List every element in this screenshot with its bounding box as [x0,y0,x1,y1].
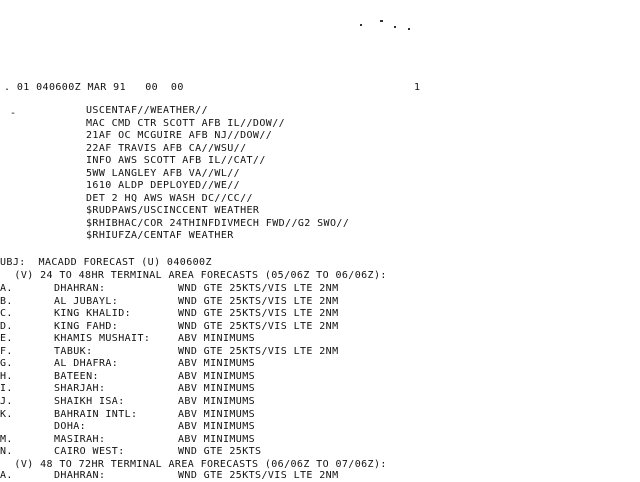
location-name: AL JUBAYL: [54,296,119,307]
section-heading: (V) 48 TO 72HR TERMINAL AREA FORECASTS (06/06Z TO 07/06Z): [8,459,387,470]
row-marker: D. [0,321,13,332]
forecast-value: ABV MINIMUMS [178,421,256,432]
forecast-value: WND GTE 25KTS/VIS LTE 2NM [178,283,339,294]
row-marker: F. [0,346,13,357]
location-name: KHAMIS MUSHAIT: [54,333,151,344]
forecast-value: ABV MINIMUMS [178,409,256,420]
addressee-line: 5WW LANGLEY AFB VA//WL// [86,168,241,179]
addressee-line: INFO AWS SCOTT AFB IL//CAT// [86,155,266,166]
forecast-value: ABV MINIMUMS [178,358,256,369]
location-name: BATEEN: [54,371,99,382]
location-name: TABUK: [54,346,93,357]
location-name: MASIRAH: [54,434,106,445]
forecast-value: ABV MINIMUMS [178,383,256,394]
location-name: SHARJAH: [54,383,106,394]
location-name: DHAHRAN: [54,283,106,294]
forecast-value: WND GTE 25KTS/VIS LTE 2NM [178,308,339,319]
row-marker: A. [0,470,13,481]
row-marker: E. [0,333,13,344]
subject-line: UBJ: MACADD FORECAST (U) 040600Z [0,257,212,268]
forecast-value: ABV MINIMUMS [178,333,256,344]
addressee-line: $RUDPAWS/USCINCCENT WEATHER [86,205,260,216]
dtg-line: . 01 040600Z MAR 91 00 00 [4,82,184,93]
row-marker: K. [0,409,13,420]
location-name: CAIRO WEST: [54,446,125,457]
page-number: 1 [414,82,421,93]
forecast-value: WND GTE 25KTS/VIS LTE 2NM [178,470,339,481]
location-name: BAHRAIN INTL: [54,409,138,420]
location-name: KING KHALID: [54,308,132,319]
addressee-line: $RHIBHAC/COR 24THINFDIVMECH FWD//G2 SWO// [86,218,350,229]
location-name: SHAIKH ISA: [54,396,125,407]
row-marker: B. [0,296,13,307]
row-marker: C. [0,308,13,319]
margin-dash: - [10,108,17,119]
row-marker: G. [0,358,13,369]
section-heading: (V) 24 TO 48HR TERMINAL AREA FORECASTS (05/06Z TO 06/06Z): [8,270,387,281]
addressee-line: 22AF TRAVIS AFB CA//WSU// [86,143,247,154]
row-marker: M. [0,434,13,445]
row-marker: A. [0,283,13,294]
location-name: DHAHRAN: [54,470,106,481]
location-name: KING FAHD: [54,321,119,332]
forecast-value: WND GTE 25KTS [178,446,262,457]
location-name: AL DHAFRA: [54,358,119,369]
row-marker: N. [0,446,13,457]
row-marker: I. [0,383,13,394]
location-name: DOHA: [54,421,87,432]
addressee-line: MAC CMD CTR SCOTT AFB IL//DOW// [86,118,286,129]
addressee-line: 1610 ALDP DEPLOYED//WE// [86,180,241,191]
addressee-line: USCENTAF//WEATHER// [86,105,208,116]
row-marker: H. [0,371,13,382]
forecast-value: ABV MINIMUMS [178,371,256,382]
forecast-value: WND GTE 25KTS/VIS LTE 2NM [178,296,339,307]
forecast-value: ABV MINIMUMS [178,396,256,407]
addressee-line: $RHIUFZA/CENTAF WEATHER [86,230,234,241]
addressee-line: DET 2 HQ AWS WASH DC//CC// [86,193,253,204]
forecast-value: WND GTE 25KTS/VIS LTE 2NM [178,346,339,357]
forecast-value: WND GTE 25KTS/VIS LTE 2NM [178,321,339,332]
addressee-line: 21AF OC MCGUIRE AFB NJ//DOW// [86,130,273,141]
forecast-value: ABV MINIMUMS [178,434,256,445]
row-marker: J. [0,396,13,407]
